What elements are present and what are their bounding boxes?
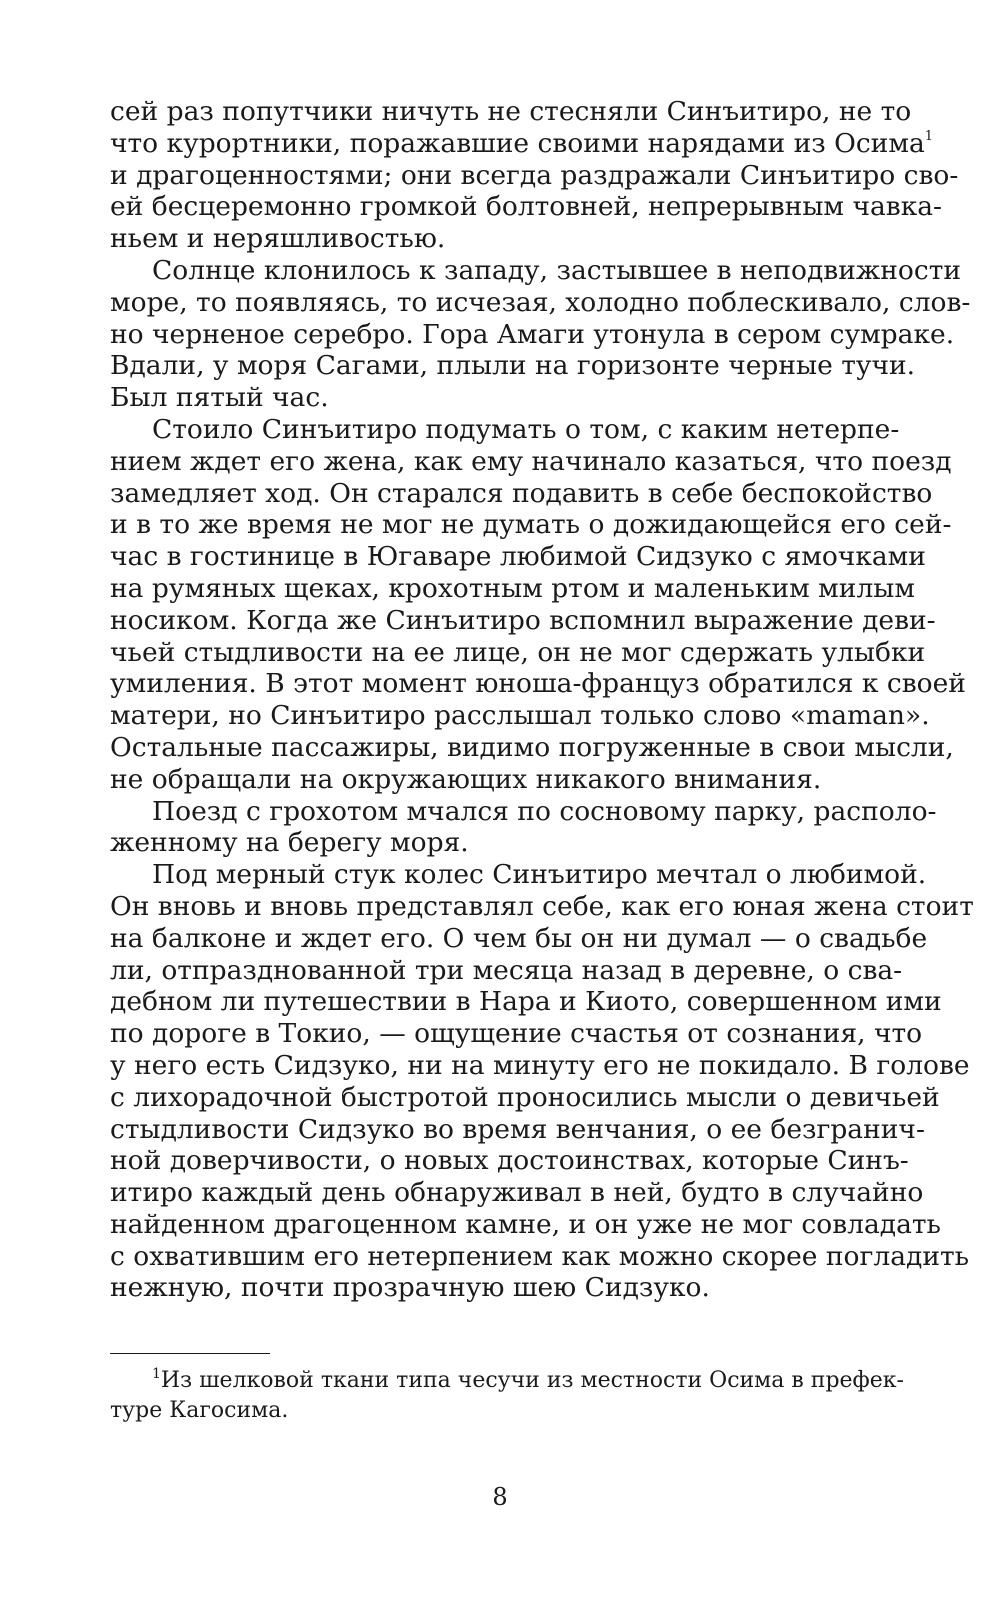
- text-line: море, то появляясь, то исчезая, холодно поблескивало, слов-: [110, 286, 971, 318]
- text-line: носиком. Когда же Синъитиро вспомнил выражение деви-: [110, 604, 936, 636]
- text-line: Солнце клонилось к западу, застывшее в неподвижности: [152, 254, 962, 286]
- text-line: ной доверчивости, о новых достоинствах, которые Синъ-: [110, 1145, 909, 1177]
- text-line: умиления. В этот момент юноша-француз обратился к своей: [110, 668, 966, 700]
- text-line: на румяных щеках, крохотным ртом и маленьким милым: [110, 572, 915, 604]
- paragraph-4: [110, 795, 937, 860]
- text-line: на балконе и ждет его. О чем бы он ни думал — о свадьбе: [110, 922, 928, 954]
- text-line: нежную, почти прозрачную шею Сидзуко.: [110, 1272, 710, 1304]
- text-line: по дороге в Токио, — ощущение счастья от сознания, что: [110, 1018, 923, 1050]
- footnote-marker: 1: [152, 1366, 161, 1382]
- footnote-divider: [110, 1353, 270, 1354]
- text-line: Был пятый час.: [110, 382, 329, 414]
- text-line: чьей стыдливости на ее лице, он не мог сдержать улыбки: [110, 636, 926, 668]
- paragraph-2: [110, 254, 971, 414]
- text-line-content: что курортники, поражавшие своими нарядами из Осима: [110, 127, 925, 159]
- text-line: с охватившим его нетерпением как можно скорее погладить: [110, 1240, 970, 1272]
- text-line: ньем и неряшливостью.: [110, 223, 446, 255]
- text-line: у него есть Сидзуко, ни на минуту его не покидало. В голове: [110, 1049, 970, 1081]
- text-line: [110, 127, 934, 160]
- text-line: Он вновь и вновь представлял себе, как его юная жена стоит: [110, 890, 974, 922]
- text-line: дебном ли путешествии в Нара и Киото, совершенном ими: [110, 986, 942, 1018]
- text-line: нием ждет его жена, как ему начинало казаться, что поезд: [110, 445, 952, 477]
- paragraph-3: [110, 413, 966, 796]
- text-line: Остальные пассажиры, видимо погруженные в свои мысли,: [110, 731, 954, 763]
- text-line: итиро каждый день обнаруживал в ней, будто в случайно: [110, 1177, 924, 1209]
- text-line: стыдливости Сидзуко во время венчания, о ее безгранич-: [110, 1113, 925, 1145]
- text-line: час в гостинице в Югаваре любимой Сидзуко с ямочками: [110, 541, 926, 573]
- text-line: матери, но Синъитиро расслышал только слово «maman».: [110, 700, 930, 732]
- text-line: Стоило Синъитиро подумать о том, с каким нетерпе-: [152, 413, 900, 445]
- text-line: замедляет ход. Он старался подавить в себе беспокойство: [110, 477, 933, 509]
- text-line: и в то же время не мог не думать о дожидающейся его сей-: [110, 509, 952, 541]
- footnote-text: Из шелковой ткани типа чесучи из местности Осима в префек-: [160, 1368, 904, 1393]
- text-line: не обращали на окружающих никакого внимания.: [110, 763, 822, 795]
- text-line: Поезд с грохотом мчался по сосновому парку, располо-: [152, 795, 937, 827]
- page-number: 8: [492, 1483, 508, 1511]
- text-line: сей раз попутчики ничуть не стесняли Синъитиро, не то: [110, 96, 912, 127]
- text-line: и драгоценностями; они всегда раздражали Синъитиро сво-: [110, 159, 959, 191]
- text-line: ей бесцеремонно громкой болтовней, непрерывным чавка-: [110, 191, 943, 223]
- text-line: женному на берегу моря.: [110, 827, 469, 859]
- text-line: но черненое серебро. Гора Амаги утонула в сером сумраке.: [110, 318, 955, 350]
- main-text: [110, 96, 974, 1304]
- footnote-reference: 1: [924, 128, 934, 144]
- text-line: с лихорадочной быстротой проносились мысли о девичьей: [110, 1081, 940, 1113]
- text-line: Под мерный стук колес Синъитиро мечтал о любимой.: [152, 859, 927, 891]
- paragraph-5: [110, 859, 974, 1304]
- text-line: ли, отпразднованной три месяца назад в деревне, о сва-: [110, 954, 903, 986]
- footnote-line: туре Кагосима.: [110, 1398, 289, 1423]
- footnote: [110, 1366, 904, 1426]
- text-line: найденном драгоценном камне, и он уже не мог совладать: [110, 1208, 941, 1240]
- footnote-line: [110, 1366, 904, 1396]
- text-line: Вдали, у моря Сагами, плыли на горизонте черные тучи.: [110, 350, 916, 382]
- paragraph-1: [110, 96, 959, 255]
